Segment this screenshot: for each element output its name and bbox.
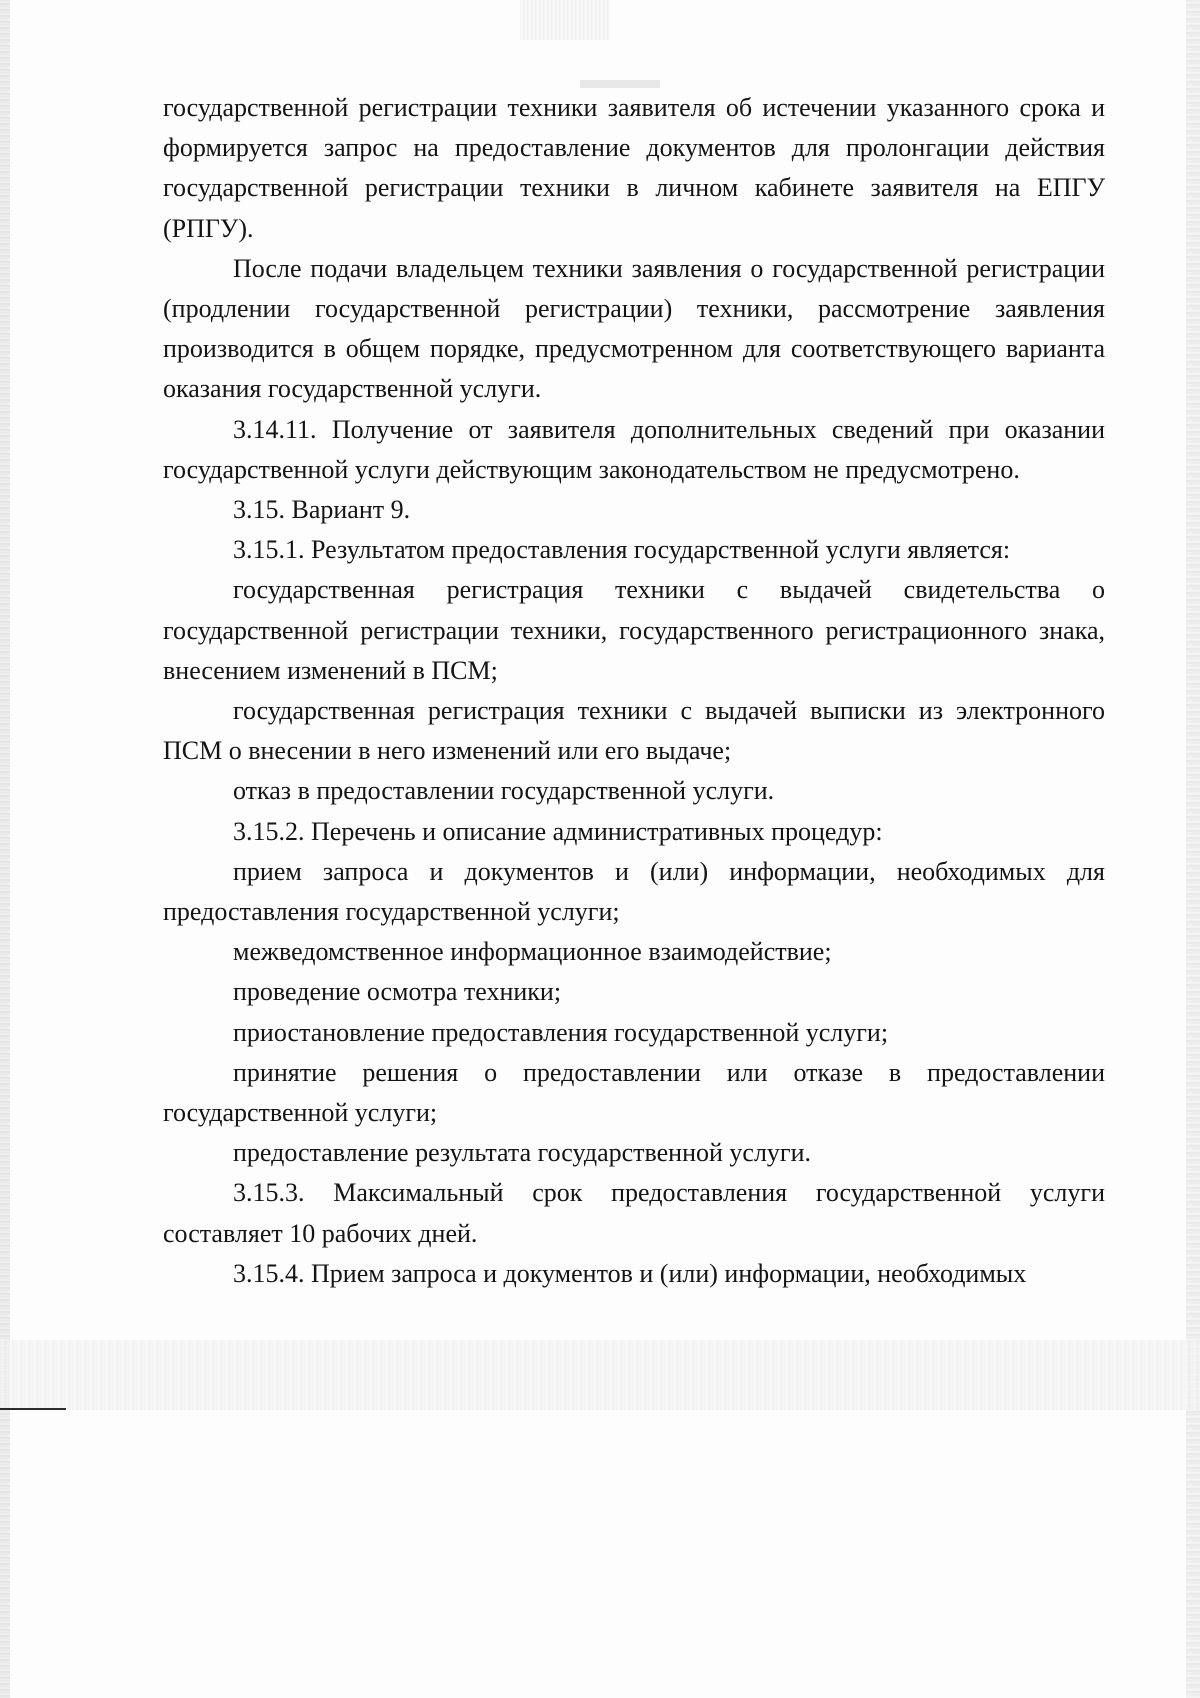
list-item: принятие решения о предоставлении или отказе в предоставлении государственной услуги; <box>163 1057 1105 1128</box>
paragraph-continuation: государственной регистрации техники заявителя об истечении указанного срока и формируется запрос на предоставление документов для пролонгации действия государственной регистрации техники в личном кабинете заявителя на ЕПГУ (РПГУ). <box>163 93 1105 243</box>
scan-noise-band <box>0 1340 1200 1410</box>
list-item: государственная регистрация техники с выдачей выписки из электронного ПСМ о внесении в него изменений или его выдаче; <box>163 696 1105 766</box>
list-item: проведение осмотра техники; <box>233 977 562 1007</box>
paragraph-3-15-2: 3.15.2. Перечень и описание административных процедур: <box>233 816 883 846</box>
scan-smudge <box>520 0 610 40</box>
page-edge-line <box>0 1408 66 1410</box>
heading-variant-9: 3.15. Вариант 9. <box>233 495 411 525</box>
document-body <box>163 88 1105 1294</box>
list-item: прием запроса и документов и (или) информации, необходимых для предоставления государственной услуги; <box>163 856 1105 927</box>
list-item: государственная регистрация техники с выдачей свидетельства о государственной регистрации техники, государственного регистрационного знака, внесением изменений в ПСМ; <box>163 575 1105 685</box>
paragraph: После подачи владельцем техники заявления о государственной регистрации (продлении государственной регистрации) техники, рассмотрение заявления производится в общем порядке, предусмотренном для соответствующего варианта оказания государственной услуги. <box>163 253 1105 404</box>
list-item: предоставление результата государственной услуги. <box>233 1138 812 1168</box>
paragraph-3-15-4: 3.15.4. Прием запроса и документов и (или) информации, необходимых <box>233 1258 1027 1288</box>
scan-edge-left <box>0 0 10 1698</box>
list-item: межведомственное информационное взаимодействие; <box>233 937 832 967</box>
list-item: приостановление предоставления государственной услуги; <box>233 1017 889 1047</box>
scan-edge-right <box>1186 0 1200 1698</box>
paragraph-3-14-11: 3.14.11. Получение от заявителя дополнительных сведений при оказании государственной услуги действующим законодательством не предусмотрено. <box>163 414 1105 484</box>
paragraph-3-15-3: 3.15.3. Максимальный срок предоставления государственной услуги составляет 10 рабочих дней. <box>163 1178 1105 1248</box>
list-item: отказ в предоставлении государственной услуги. <box>233 776 775 806</box>
paragraph-3-15-1: 3.15.1. Результатом предоставления государственной услуги является: <box>233 535 1011 565</box>
scan-smudge <box>580 80 660 88</box>
